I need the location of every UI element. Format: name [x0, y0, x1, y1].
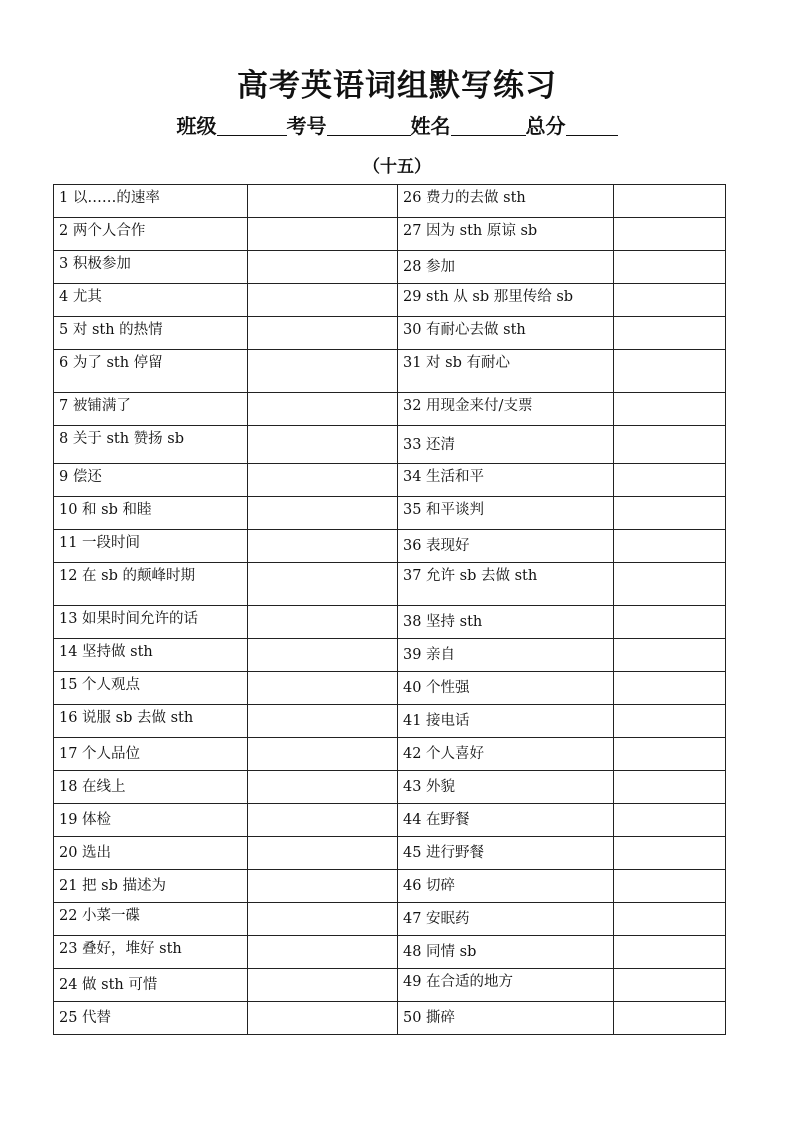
phrase-prompt-left: 4 尤其	[54, 284, 248, 317]
name-label: 姓名	[410, 114, 451, 138]
answer-cell-right[interactable]	[614, 317, 726, 350]
answer-cell-left[interactable]	[248, 738, 398, 771]
phrase-prompt-right: 38 坚持 sth	[398, 606, 614, 639]
answer-cell-left[interactable]	[248, 563, 398, 606]
table-row	[54, 738, 726, 771]
answer-cell-left[interactable]	[248, 218, 398, 251]
table-row	[54, 218, 726, 251]
phrase-prompt-left: 1 以……的速率	[54, 185, 248, 218]
phrase-prompt-right: 44 在野餐	[398, 804, 614, 837]
phrase-prompt-left: 20 选出	[54, 837, 248, 870]
answer-cell-left[interactable]	[248, 639, 398, 672]
table-row	[54, 870, 726, 903]
phrase-prompt-right: 48 同情 sb	[398, 936, 614, 969]
answer-cell-right[interactable]	[614, 936, 726, 969]
answer-cell-right[interactable]	[614, 426, 726, 464]
phrase-prompt-left: 18 在线上	[54, 771, 248, 804]
phrase-prompt-right: 36 表现好	[398, 530, 614, 563]
answer-cell-right[interactable]	[614, 1002, 726, 1035]
answer-cell-left[interactable]	[248, 530, 398, 563]
answer-cell-right[interactable]	[614, 606, 726, 639]
phrase-prompt-left: 25 代替	[54, 1002, 248, 1035]
answer-cell-left[interactable]	[248, 936, 398, 969]
phrase-prompt-left: 9 偿还	[54, 464, 248, 497]
table-row	[54, 251, 726, 284]
phrase-prompt-left: 2 两个人合作	[54, 218, 248, 251]
phrase-prompt-left: 15 个人观点	[54, 672, 248, 705]
table-row	[54, 464, 726, 497]
answer-cell-right[interactable]	[614, 218, 726, 251]
answer-cell-right[interactable]	[614, 185, 726, 218]
phrase-table	[53, 184, 726, 1035]
answer-cell-right[interactable]	[614, 251, 726, 284]
answer-cell-right[interactable]	[614, 284, 726, 317]
answer-cell-left[interactable]	[248, 350, 398, 393]
table-row	[54, 837, 726, 870]
table-row	[54, 185, 726, 218]
answer-cell-left[interactable]	[248, 771, 398, 804]
phrase-prompt-right: 39 亲自	[398, 639, 614, 672]
answer-cell-left[interactable]	[248, 705, 398, 738]
answer-cell-left[interactable]	[248, 185, 398, 218]
answer-cell-left[interactable]	[248, 426, 398, 464]
answer-cell-right[interactable]	[614, 771, 726, 804]
answer-cell-left[interactable]	[248, 497, 398, 530]
answer-cell-right[interactable]	[614, 563, 726, 606]
answer-cell-left[interactable]	[248, 903, 398, 936]
phrase-prompt-left: 7 被铺满了	[54, 393, 248, 426]
table-row	[54, 804, 726, 837]
answer-cell-left[interactable]	[248, 804, 398, 837]
total-score-blank[interactable]	[566, 115, 618, 136]
phrase-prompt-left: 16 说服 sb 去做 sth	[54, 705, 248, 738]
table-row	[54, 672, 726, 705]
answer-cell-right[interactable]	[614, 464, 726, 497]
answer-cell-right[interactable]	[614, 530, 726, 563]
total-score-label: 总分	[525, 114, 566, 138]
answer-cell-right[interactable]	[614, 639, 726, 672]
answer-cell-left[interactable]	[248, 606, 398, 639]
table-row	[54, 771, 726, 804]
phrase-prompt-left: 10 和 sb 和睦	[54, 497, 248, 530]
phrase-prompt-right: 49 在合适的地方	[398, 969, 614, 1002]
answer-cell-right[interactable]	[614, 804, 726, 837]
table-row	[54, 936, 726, 969]
table-row	[54, 903, 726, 936]
phrase-prompt-left: 19 体检	[54, 804, 248, 837]
phrase-prompt-right: 34 生活和平	[398, 464, 614, 497]
phrase-prompt-left: 14 坚持做 sth	[54, 639, 248, 672]
class-blank[interactable]	[217, 115, 287, 136]
phrase-prompt-right: 45 进行野餐	[398, 837, 614, 870]
table-row	[54, 969, 726, 1002]
phrase-prompt-right: 43 外貌	[398, 771, 614, 804]
phrase-prompt-left: 13 如果时间允许的话	[54, 606, 248, 639]
phrase-prompt-right: 50 撕碎	[398, 1002, 614, 1035]
phrase-prompt-left: 17 个人品位	[54, 738, 248, 771]
phrase-prompt-right: 35 和平谈判	[398, 497, 614, 530]
phrase-prompt-left: 8 关于 sth 赞扬 sb	[54, 426, 248, 464]
answer-cell-left[interactable]	[248, 870, 398, 903]
phrase-prompt-left: 23 叠好，堆好 sth	[54, 936, 248, 969]
phrase-prompt-left: 5 对 sth 的热情	[54, 317, 248, 350]
answer-cell-left[interactable]	[248, 317, 398, 350]
class-label: 班级	[176, 114, 217, 138]
table-row	[54, 497, 726, 530]
phrase-prompt-right: 47 安眠药	[398, 903, 614, 936]
answer-cell-left[interactable]	[248, 1002, 398, 1035]
table-row	[54, 284, 726, 317]
phrase-prompt-right: 41 接电话	[398, 705, 614, 738]
answer-cell-left[interactable]	[248, 837, 398, 870]
table-row	[54, 705, 726, 738]
phrase-prompt-right: 37 允许 sb 去做 sth	[398, 563, 614, 606]
answer-cell-right[interactable]	[614, 870, 726, 903]
phrase-prompt-left: 24 做 sth 可惜	[54, 969, 248, 1002]
table-row	[54, 350, 726, 393]
answer-cell-left[interactable]	[248, 251, 398, 284]
answer-cell-right[interactable]	[614, 672, 726, 705]
table-row	[54, 563, 726, 606]
table-row	[54, 639, 726, 672]
exam-number-blank[interactable]	[327, 115, 411, 136]
answer-cell-right[interactable]	[614, 705, 726, 738]
answer-cell-right[interactable]	[614, 969, 726, 1002]
phrase-prompt-left: 11 一段时间	[54, 530, 248, 563]
phrase-prompt-right: 42 个人喜好	[398, 738, 614, 771]
student-info-line	[0, 110, 794, 139]
phrase-prompt-right: 46 切碎	[398, 870, 614, 903]
answer-cell-right[interactable]	[614, 497, 726, 530]
phrase-prompt-right: 28 参加	[398, 251, 614, 284]
phrase-prompt-right: 30 有耐心去做 sth	[398, 317, 614, 350]
phrase-prompt-right: 29 sth 从 sb 那里传给 sb	[398, 284, 614, 317]
phrase-prompt-right: 40 个性强	[398, 672, 614, 705]
answer-cell-right[interactable]	[614, 903, 726, 936]
phrase-prompt-left: 22 小菜一碟	[54, 903, 248, 936]
phrase-prompt-right: 31 对 sb 有耐心	[398, 350, 614, 393]
exam-number-label: 考号	[286, 114, 327, 138]
table-row	[54, 426, 726, 464]
answer-cell-left[interactable]	[248, 393, 398, 426]
name-blank[interactable]	[451, 115, 526, 136]
answer-cell-left[interactable]	[248, 672, 398, 705]
section-number: （十五）	[363, 157, 431, 177]
answer-cell-right[interactable]	[614, 350, 726, 393]
answer-cell-left[interactable]	[248, 464, 398, 497]
phrase-prompt-left: 6 为了 sth 停留	[54, 350, 248, 393]
table-row	[54, 1002, 726, 1035]
answer-cell-left[interactable]	[248, 969, 398, 1002]
phrase-prompt-right: 27 因为 sth 原谅 sb	[398, 218, 614, 251]
phrase-prompt-right: 33 还清	[398, 426, 614, 464]
phrase-prompt-left: 3 积极参加	[54, 251, 248, 284]
phrase-prompt-left: 21 把 sb 描述为	[54, 870, 248, 903]
table-row	[54, 606, 726, 639]
answer-cell-left[interactable]	[248, 284, 398, 317]
phrase-prompt-right: 26 费力的去做 sth	[398, 185, 614, 218]
table-row	[54, 393, 726, 426]
answer-cell-right[interactable]	[614, 738, 726, 771]
table-row	[54, 530, 726, 563]
phrase-prompt-right: 32 用现金来付/支票	[398, 393, 614, 426]
phrase-prompt-left: 12 在 sb 的颠峰时期	[54, 563, 248, 606]
table-row	[54, 317, 726, 350]
page-title: 高考英语词组默写练习	[237, 68, 557, 104]
answer-cell-right[interactable]	[614, 393, 726, 426]
answer-cell-right[interactable]	[614, 837, 726, 870]
